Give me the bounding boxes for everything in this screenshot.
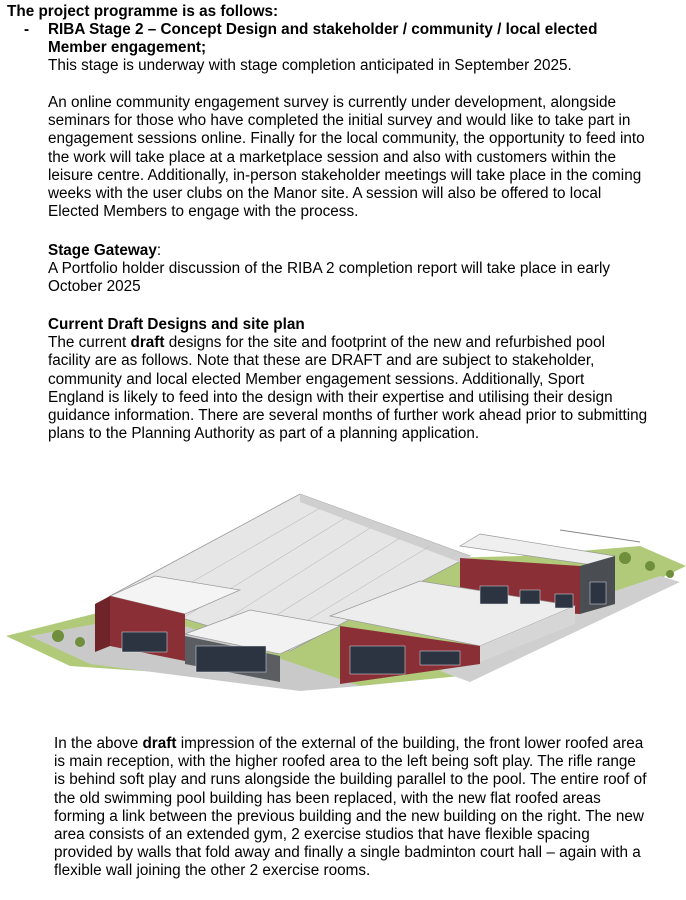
designs-line: plans to the Planning Authority as part of a planning application.: [48, 425, 480, 443]
stage2-title-line2: Member engagement;: [48, 39, 207, 57]
impression-line1-post: impression of the external of the building, the front lower roofed area: [176, 735, 644, 752]
impression-line: [54, 735, 684, 753]
engagement-line: An online community engagement survey is currently under development, alongside: [48, 94, 617, 111]
impression-line: is main reception, with the higher roofed area to the left being soft play. The rifle range: [54, 753, 636, 771]
crane-line: [560, 530, 640, 542]
engagement-line: seminars for those who have completed the initial survey and would like to take part in: [48, 112, 631, 130]
impression-line: the old swimming pool building has been replaced, with the new flat roofed areas: [54, 789, 601, 807]
designs-line: facility are as follows. Note that these are DRAFT and are subject to stakeholder,: [48, 352, 595, 370]
designs-line1-pre: The current: [48, 334, 131, 352]
designs-line1-post: designs for the site and footprint of the new and refurbished pool: [164, 334, 605, 352]
impression-line: area consists of an extended gym, 2 exercise studios that have flexible spacing: [54, 826, 590, 844]
stage2-section: [48, 21, 684, 76]
designs-line: England is likely to feed into the design with their expertise and utilising their design: [48, 388, 613, 406]
designs-line: guidance information. There are several months of further work ahead prior to submitting: [48, 407, 648, 425]
page-heading: The project programme is as follows:: [7, 3, 279, 20]
impression-line1-bold: draft: [142, 735, 177, 752]
gateway-section: [48, 242, 684, 297]
softplay-wall-side: [95, 596, 110, 652]
impression-line: flexible wall joining the other 2 exercise rooms.: [54, 862, 371, 880]
bullet-dash: -: [24, 21, 30, 38]
engagement-line: Elected Members to engage with the process.: [48, 203, 359, 221]
impression-line: is behind soft play and runs alongside the building parallel to the pool. The entire roof of: [54, 771, 647, 789]
engagement-paragraph: [48, 94, 684, 221]
gateway-title: Stage Gateway: [48, 242, 157, 259]
engagement-line: leisure centre. Additionally, in-person stakeholder meetings will take place in the coming: [48, 166, 642, 184]
gateway-colon: :: [156, 242, 162, 259]
engagement-line: the work will take place at a marketplace session and also with customers within the: [48, 148, 616, 166]
gateway-line: October 2025: [48, 278, 141, 296]
gateway-line: A Portfolio holder discussion of the RIBA 2 completion report will take place in early: [48, 260, 611, 278]
designs-title: Current Draft Designs and site plan: [48, 316, 305, 333]
designs-line1-bold: draft: [130, 334, 165, 352]
gateway-title-row: [48, 242, 684, 260]
designs-line: [48, 334, 684, 352]
impression-line: provided by walls that fold away and finally a single badminton court hall – again with a: [54, 844, 641, 862]
engagement-line: engagement sessions online. Finally for the local community, the opportunity to feed into: [48, 130, 645, 148]
impression-line: forming a link between the previous building and the new building on the right. The new: [54, 807, 644, 825]
impression-paragraph: [54, 735, 684, 881]
impression-line1-pre: In the above: [54, 735, 143, 752]
building-render-image: [0, 486, 686, 706]
engagement-line: weeks with the user clubs on the Manor site. A session will also be offered to local: [48, 185, 602, 203]
designs-line: community and local elected Member engagement sessions. Additionally, Sport: [48, 370, 585, 388]
stage2-status: This stage is underway with stage completion anticipated in September 2025.: [48, 57, 572, 75]
stage2-title-line1: RIBA Stage 2 – Concept Design and stakeholder / community / local elected: [48, 21, 598, 38]
designs-section: [48, 316, 684, 443]
